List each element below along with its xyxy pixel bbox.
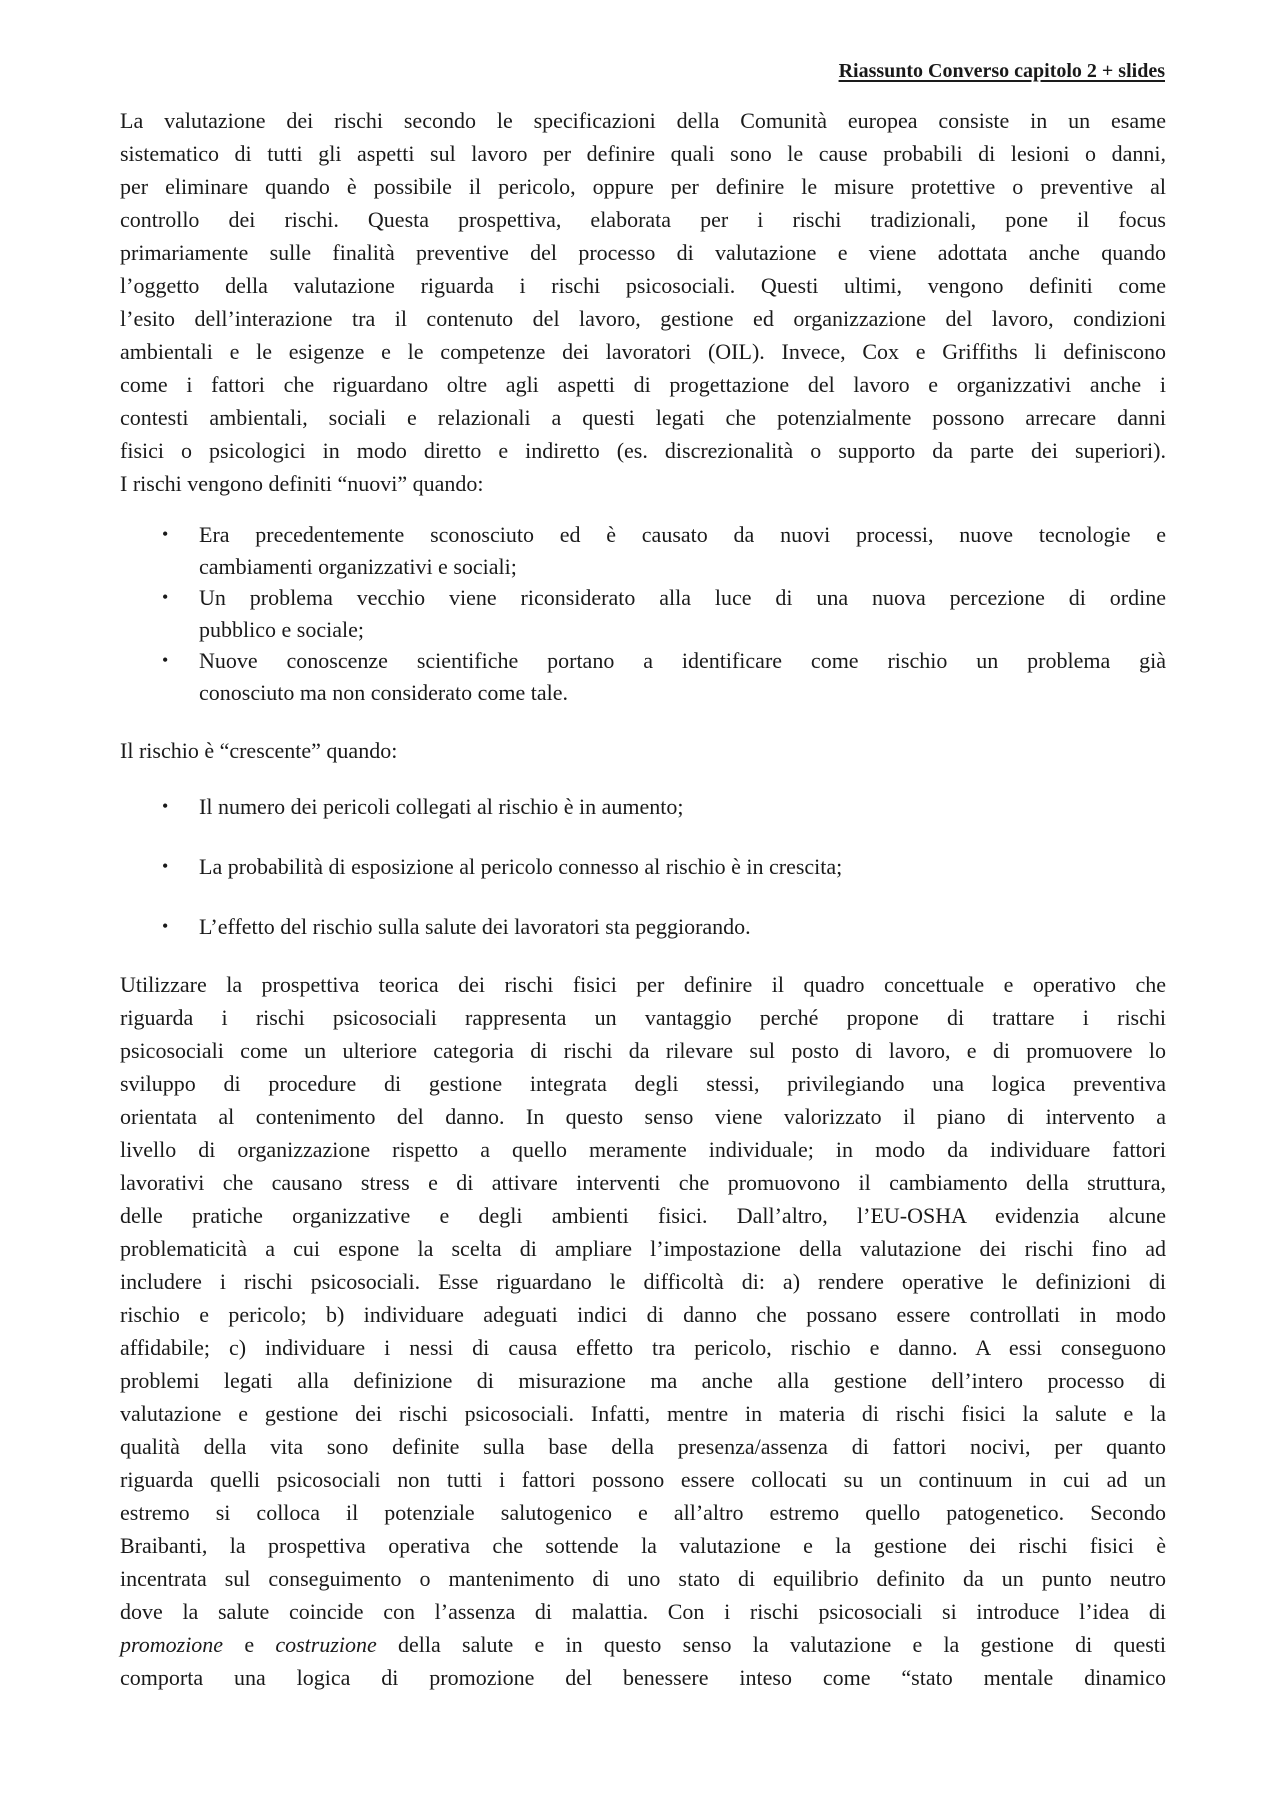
bullet-icon: • <box>162 650 169 670</box>
text-line: affidabile; c) individuare i nessi di causa effetto tra pericolo, rischio e danno. A essi conseguono <box>120 1335 1166 1360</box>
text-line: qualità della vita sono definite sulla base della presenza/assenza di fattori nocivi, per quanto <box>120 1434 1166 1459</box>
text-line: La valutazione dei rischi secondo le specificazioni della Comunità europea consiste in un esame <box>120 108 1166 133</box>
text-line: estremo si colloca il potenziale salutogenico e all’altro estremo quello patogenetico. Secondo <box>120 1500 1166 1525</box>
text-line: pubblico e sociale; <box>199 616 364 642</box>
text-line: cambiamenti organizzativi e sociali; <box>199 553 517 579</box>
list-item <box>120 791 1166 823</box>
text-line: problematicità a cui espone la scelta di ampliare l’impostazione della valutazione dei rischi fino ad <box>120 1236 1166 1261</box>
text-line: l’oggetto della valutazione riguarda i rischi psicosociali. Questi ultimi, vengono definiti come <box>120 273 1166 298</box>
text-line: Era precedentemente sconosciuto ed è causato da nuovi processi, nuove tecnologie e <box>199 522 1166 547</box>
text-line: contesti ambientali, sociali e relazionali a questi legati che potenzialmente possono arrecare danni <box>120 405 1166 430</box>
text-line: Il numero dei pericoli collegati al rischio è in aumento; <box>199 794 684 819</box>
text-line: sistematico di tutti gli aspetti sul lavoro per definire quali sono le cause probabili di lesioni o danni, <box>120 141 1166 166</box>
text-segment: della salute e in questo senso la valutazione e la gestione di questi <box>376 1632 1167 1657</box>
paragraph-risk-assessment <box>120 104 1166 500</box>
text-line: fisici o psicologici in modo diretto e indiretto (es. discrezionalità o supporto da parte dei superiori). <box>120 438 1166 463</box>
text-line: per eliminare quando è possibile il pericolo, oppure per definire le misure protettive o preventive al <box>120 174 1166 199</box>
text-line: incentrata sul conseguimento o mantenimento di uno stato di equilibrio definito da un punto neutro <box>120 1566 1166 1591</box>
bullet-icon: • <box>162 524 169 544</box>
text-line: riguarda quelli psicosociali non tutti i fattori possono essere collocati su un continuum in cui ad un <box>120 1467 1166 1492</box>
bullet-icon: • <box>162 796 169 816</box>
growing-risk-intro <box>120 734 1166 767</box>
text-line: sviluppo di procedure di gestione integrata degli stessi, privilegiando una logica preventiva <box>120 1071 1166 1096</box>
text-segment: e <box>223 1632 276 1657</box>
text-line: La probabilità di esposizione al pericolo connesso al rischio è in crescita; <box>199 854 843 879</box>
text-line: primariamente sulle finalità preventive del processo di valutazione e viene adottata anche quando <box>120 240 1166 265</box>
list-new-risks <box>120 519 1166 708</box>
text-line: lavorativi che causano stress e di attivare interventi che promuovono il cambiamento della struttura, <box>120 1170 1166 1195</box>
bullet-icon: • <box>162 856 169 876</box>
text-line: Un problema vecchio viene riconsiderato alla luce di una nuova percezione di ordine <box>199 585 1166 610</box>
text-line: valutazione e gestione dei rischi psicosociali. Infatti, mentre in materia di rischi fisici la salute e la <box>120 1401 1166 1426</box>
text-line: l’esito dell’interazione tra il contenuto del lavoro, gestione ed organizzazione del lavoro, condizioni <box>120 306 1166 331</box>
text-line: come i fattori che riguardano oltre agli aspetti di progettazione del lavoro e organizzativi anche i <box>120 372 1166 397</box>
text-line: Utilizzare la prospettiva teorica dei rischi fisici per definire il quadro concettuale e operativo che <box>120 972 1166 997</box>
text-line: ambientali e le esigenze e le competenze dei lavoratori (OIL). Invece, Cox e Griffiths li definiscono <box>120 339 1166 364</box>
text-line: Braibanti, la prospettiva operativa che sottende la valutazione e la gestione dei rischi fisici è <box>120 1533 1166 1558</box>
text-line: psicosociali come un ulteriore categoria di rischi da rilevare sul posto di lavoro, e di promuovere lo <box>120 1038 1166 1063</box>
text-line: conosciuto ma non considerato come tale. <box>199 679 568 705</box>
text-line: dove la salute coincide con l’assenza di malattia. Con i rischi psicosociali si introduce l’idea di <box>120 1599 1166 1624</box>
italic-term: costruzione <box>275 1632 377 1657</box>
text-line: delle pratiche organizzative e degli ambienti fisici. Dall’altro, l’EU-OSHA evidenzia alcune <box>120 1203 1166 1228</box>
text-line: rischio e pericolo; b) individuare adeguati indici di danno che possano essere controllati in modo <box>120 1302 1166 1327</box>
text-line <box>120 1628 1166 1661</box>
text-line: livello di organizzazione rispetto a quello meramente individuale; in modo da individuare fattori <box>120 1137 1166 1162</box>
text-line: comporta una logica di promozione del benessere inteso come “stato mentale dinamico <box>120 1665 1166 1690</box>
list-item <box>120 582 1166 645</box>
bullet-icon: • <box>162 916 169 936</box>
text-line: Nuove conoscenze scientifiche portano a identificare come rischio un problema già <box>199 648 1166 673</box>
text-line: I rischi vengono definiti “nuovi” quando: <box>120 471 484 496</box>
list-item <box>120 911 1166 943</box>
list-item <box>120 851 1166 883</box>
text-line: problemi legati alla definizione di misurazione ma anche alla gestione dell’intero processo di <box>120 1368 1166 1393</box>
bullet-icon: • <box>162 587 169 607</box>
list-item <box>120 645 1166 708</box>
paragraph-psychosocial-perspective <box>120 968 1166 1694</box>
text-line: includere i rischi psicosociali. Esse riguardano le difficoltà di: a) rendere operative le definizioni di <box>120 1269 1166 1294</box>
list-growing-risks <box>120 791 1166 943</box>
document-header-title: Riassunto Converso capitolo 2 + slides <box>838 60 1165 82</box>
text-line: riguarda i rischi psicosociali rappresenta un vantaggio perché propone di trattare i rischi <box>120 1005 1166 1030</box>
text-line: controllo dei rischi. Questa prospettiva, elaborata per i rischi tradizionali, pone il focus <box>120 207 1166 232</box>
text-line: L’effetto del rischio sulla salute dei lavoratori sta peggiorando. <box>199 914 751 939</box>
text-line: orientata al contenimento del danno. In questo senso viene valorizzato il piano di intervento a <box>120 1104 1166 1129</box>
italic-term: promozione <box>120 1632 224 1657</box>
text-line: Il rischio è “crescente” quando: <box>120 738 398 763</box>
list-item <box>120 519 1166 582</box>
